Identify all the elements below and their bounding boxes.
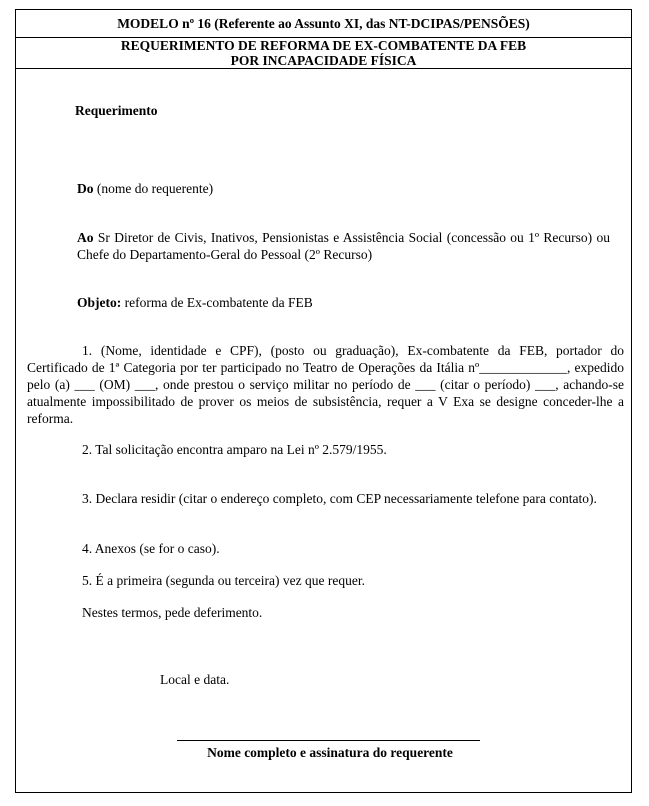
do-line: [77, 180, 213, 197]
ao-paragraph: [77, 229, 610, 263]
item-4-paragraph: 4. Anexos (se for o caso).: [82, 541, 220, 556]
closing-text: Nestes termos, pede deferimento.: [82, 605, 263, 620]
do-label: Do: [77, 181, 94, 196]
objeto-label: Objeto:: [77, 295, 122, 310]
item-3-paragraph: 3. Declara residir (citar o endereço completo, com CEP necessariamente telefone para contato).: [82, 491, 597, 506]
item-2-paragraph: 2. Tal solicitação encontra amparo na Lei nº 2.579/1955.: [82, 442, 387, 457]
signature-line: [177, 740, 480, 741]
ao-text: Sr Diretor de Civis, Inativos, Pensionistas e Assistência Social (concessão ou 1º Recurso) ou Chefe do Departamento-Geral do Pessoal (2º Recurso): [77, 230, 611, 262]
ao-label: Ao: [77, 230, 94, 245]
title-line-2: POR INCAPACIDADE FÍSICA: [230, 53, 417, 68]
place-date: Local e data.: [160, 672, 230, 687]
do-text: (nome do requerente): [96, 181, 214, 196]
objeto-line: [77, 294, 313, 311]
model-header: MODELO nº 16 (Referente ao Assunto XI, das NT-DCIPAS/PENSÕES): [16, 10, 631, 38]
objeto-text: reforma de Ex-combatente da FEB: [124, 295, 313, 310]
signature-caption: Nome completo e assinatura do requerente: [207, 745, 453, 760]
title-line-1: REQUERIMENTO DE REFORMA DE EX-COMBATENTE DA FEB: [120, 38, 527, 53]
document-title: [16, 37, 631, 69]
requerimento-heading: Requerimento: [75, 103, 158, 118]
item-1-paragraph: 1. (Nome, identidade e CPF), (posto ou graduação), Ex-combatente da FEB, portador do Certificado de 1ª Categoria por ter participado no Teatro de Operações da Itália nº_____________, expedido pelo (a) ___ (OM) ___, onde prestou o serviço militar no período de ___ (citar o período) ___, achando-se atualmente impossibilitado de prover os meios de subsistência, requer a V Exa se designe conceder-lhe a reforma.: [27, 343, 624, 426]
item-5-paragraph: 5. É a primeira (segunda ou terceira) vez que requer.: [82, 573, 365, 588]
